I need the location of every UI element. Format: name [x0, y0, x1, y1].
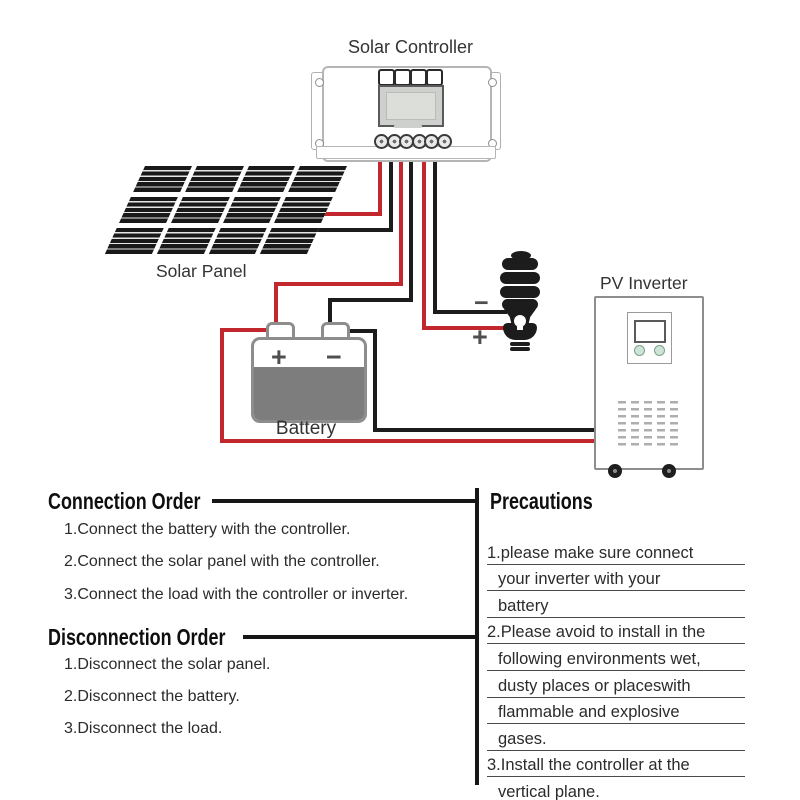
wire-battery-positive-v1: [399, 157, 403, 286]
precaution-line: your inverter with your: [487, 565, 745, 592]
battery-label: Battery: [275, 418, 337, 439]
disconnection-order-item: 3.Disconnect the load.: [64, 720, 223, 737]
precaution-line: flammable and explosive: [487, 698, 745, 725]
wire-panel-positive-v: [378, 157, 382, 216]
precaution-line: vertical plane.: [487, 777, 745, 800]
wire-battery-negative-v1: [409, 157, 413, 302]
solar-panel-cell: [119, 197, 178, 223]
disconnection-order-item: 1.Disconnect the solar panel.: [64, 656, 271, 673]
wire-inverter-positive-h1: [220, 328, 270, 332]
precaution-line: 1.please make sure connect: [487, 538, 745, 565]
wire-battery-positive-h: [274, 282, 403, 286]
solar-panel-cell: [260, 228, 319, 254]
solar-panel-label: Solar Panel: [156, 261, 247, 281]
connection-order-title: Connection Order: [48, 488, 201, 514]
column-divider: [475, 488, 479, 785]
wire-inverter-negative-v: [373, 329, 377, 432]
battery-minus-sign: −: [326, 342, 342, 372]
load-plus-sign: +: [472, 322, 488, 352]
precaution-line: gases.: [487, 724, 745, 751]
precaution-line: following environments wet,: [487, 644, 745, 671]
controller-fineprint: [394, 125, 422, 128]
inverter-foot: [608, 464, 622, 478]
precaution-line: dusty places or placeswith: [487, 671, 745, 698]
solar-panel-cell: [133, 166, 192, 192]
controller-button: [426, 69, 443, 86]
solar-panel-cell: [105, 228, 164, 254]
solar-panel-cell: [157, 228, 216, 254]
load-minus-sign: −: [474, 289, 489, 317]
wire-panel-negative-v: [389, 157, 393, 232]
solar-controller-label: Solar Controller: [348, 37, 474, 57]
cfl-bulb-icon: [500, 251, 542, 351]
disconnection-order-title: Disconnection Order: [48, 624, 226, 650]
solar-panel-cell: [274, 197, 333, 223]
battery-plus-sign: +: [271, 342, 287, 372]
solar-panel: [105, 166, 347, 254]
inverter-foot: [662, 464, 676, 478]
precaution-line: 2.Please avoid to install in the: [487, 618, 745, 645]
pv-inverter-label: PV Inverter: [600, 273, 688, 293]
solar-panel-cell: [208, 228, 267, 254]
wire-battery-positive-v2: [274, 282, 278, 324]
solar-panel-cell: [185, 166, 244, 192]
inverter-knob: [654, 345, 665, 356]
solar-panel-cell: [171, 197, 230, 223]
precautions-list: [487, 538, 745, 800]
battery-body-fill: [254, 367, 364, 420]
wire-battery-negative-v2: [328, 298, 332, 324]
wire-load-negative-h: [433, 310, 507, 314]
pv-inverter: [594, 296, 704, 470]
disconnection-order-rule: [243, 635, 475, 639]
controller-lcd-screen: [386, 92, 436, 120]
controller-button: [394, 69, 411, 86]
battery: [251, 337, 367, 423]
wire-battery-negative-h: [328, 298, 413, 302]
inverter-vents: [618, 401, 682, 449]
connection-order-item: 3.Connect the load with the controller or inverter.: [64, 586, 409, 603]
wire-inverter-positive-v: [220, 328, 224, 443]
controller-button: [378, 69, 395, 86]
wire-inverter-negative-h2: [373, 428, 598, 432]
controller-terminal: [437, 134, 452, 149]
wire-load-positive-h: [422, 326, 507, 330]
controller-lcd: [378, 85, 444, 127]
precautions-title: Precautions: [490, 488, 593, 514]
inverter-knob: [634, 345, 645, 356]
precaution-line: 3.Install the controller at the: [487, 751, 745, 778]
wire-load-positive-v: [422, 157, 426, 330]
wire-load-negative-v: [433, 157, 437, 314]
inverter-display-panel: [627, 312, 672, 364]
solar-panel-cell: [288, 166, 347, 192]
solar-panel-cell: [237, 166, 296, 192]
controller-button: [410, 69, 427, 86]
screw-icon: [315, 78, 324, 87]
connection-order-item: 1.Connect the battery with the controller.: [64, 521, 351, 538]
precaution-line: battery: [487, 591, 745, 618]
inverter-screen: [634, 320, 666, 343]
screw-icon: [488, 78, 497, 87]
solar-panel-cell: [223, 197, 282, 223]
connection-order-item: 2.Connect the solar panel with the controller.: [64, 553, 380, 570]
disconnection-order-item: 2.Disconnect the battery.: [64, 688, 240, 705]
connection-order-rule: [212, 499, 475, 503]
